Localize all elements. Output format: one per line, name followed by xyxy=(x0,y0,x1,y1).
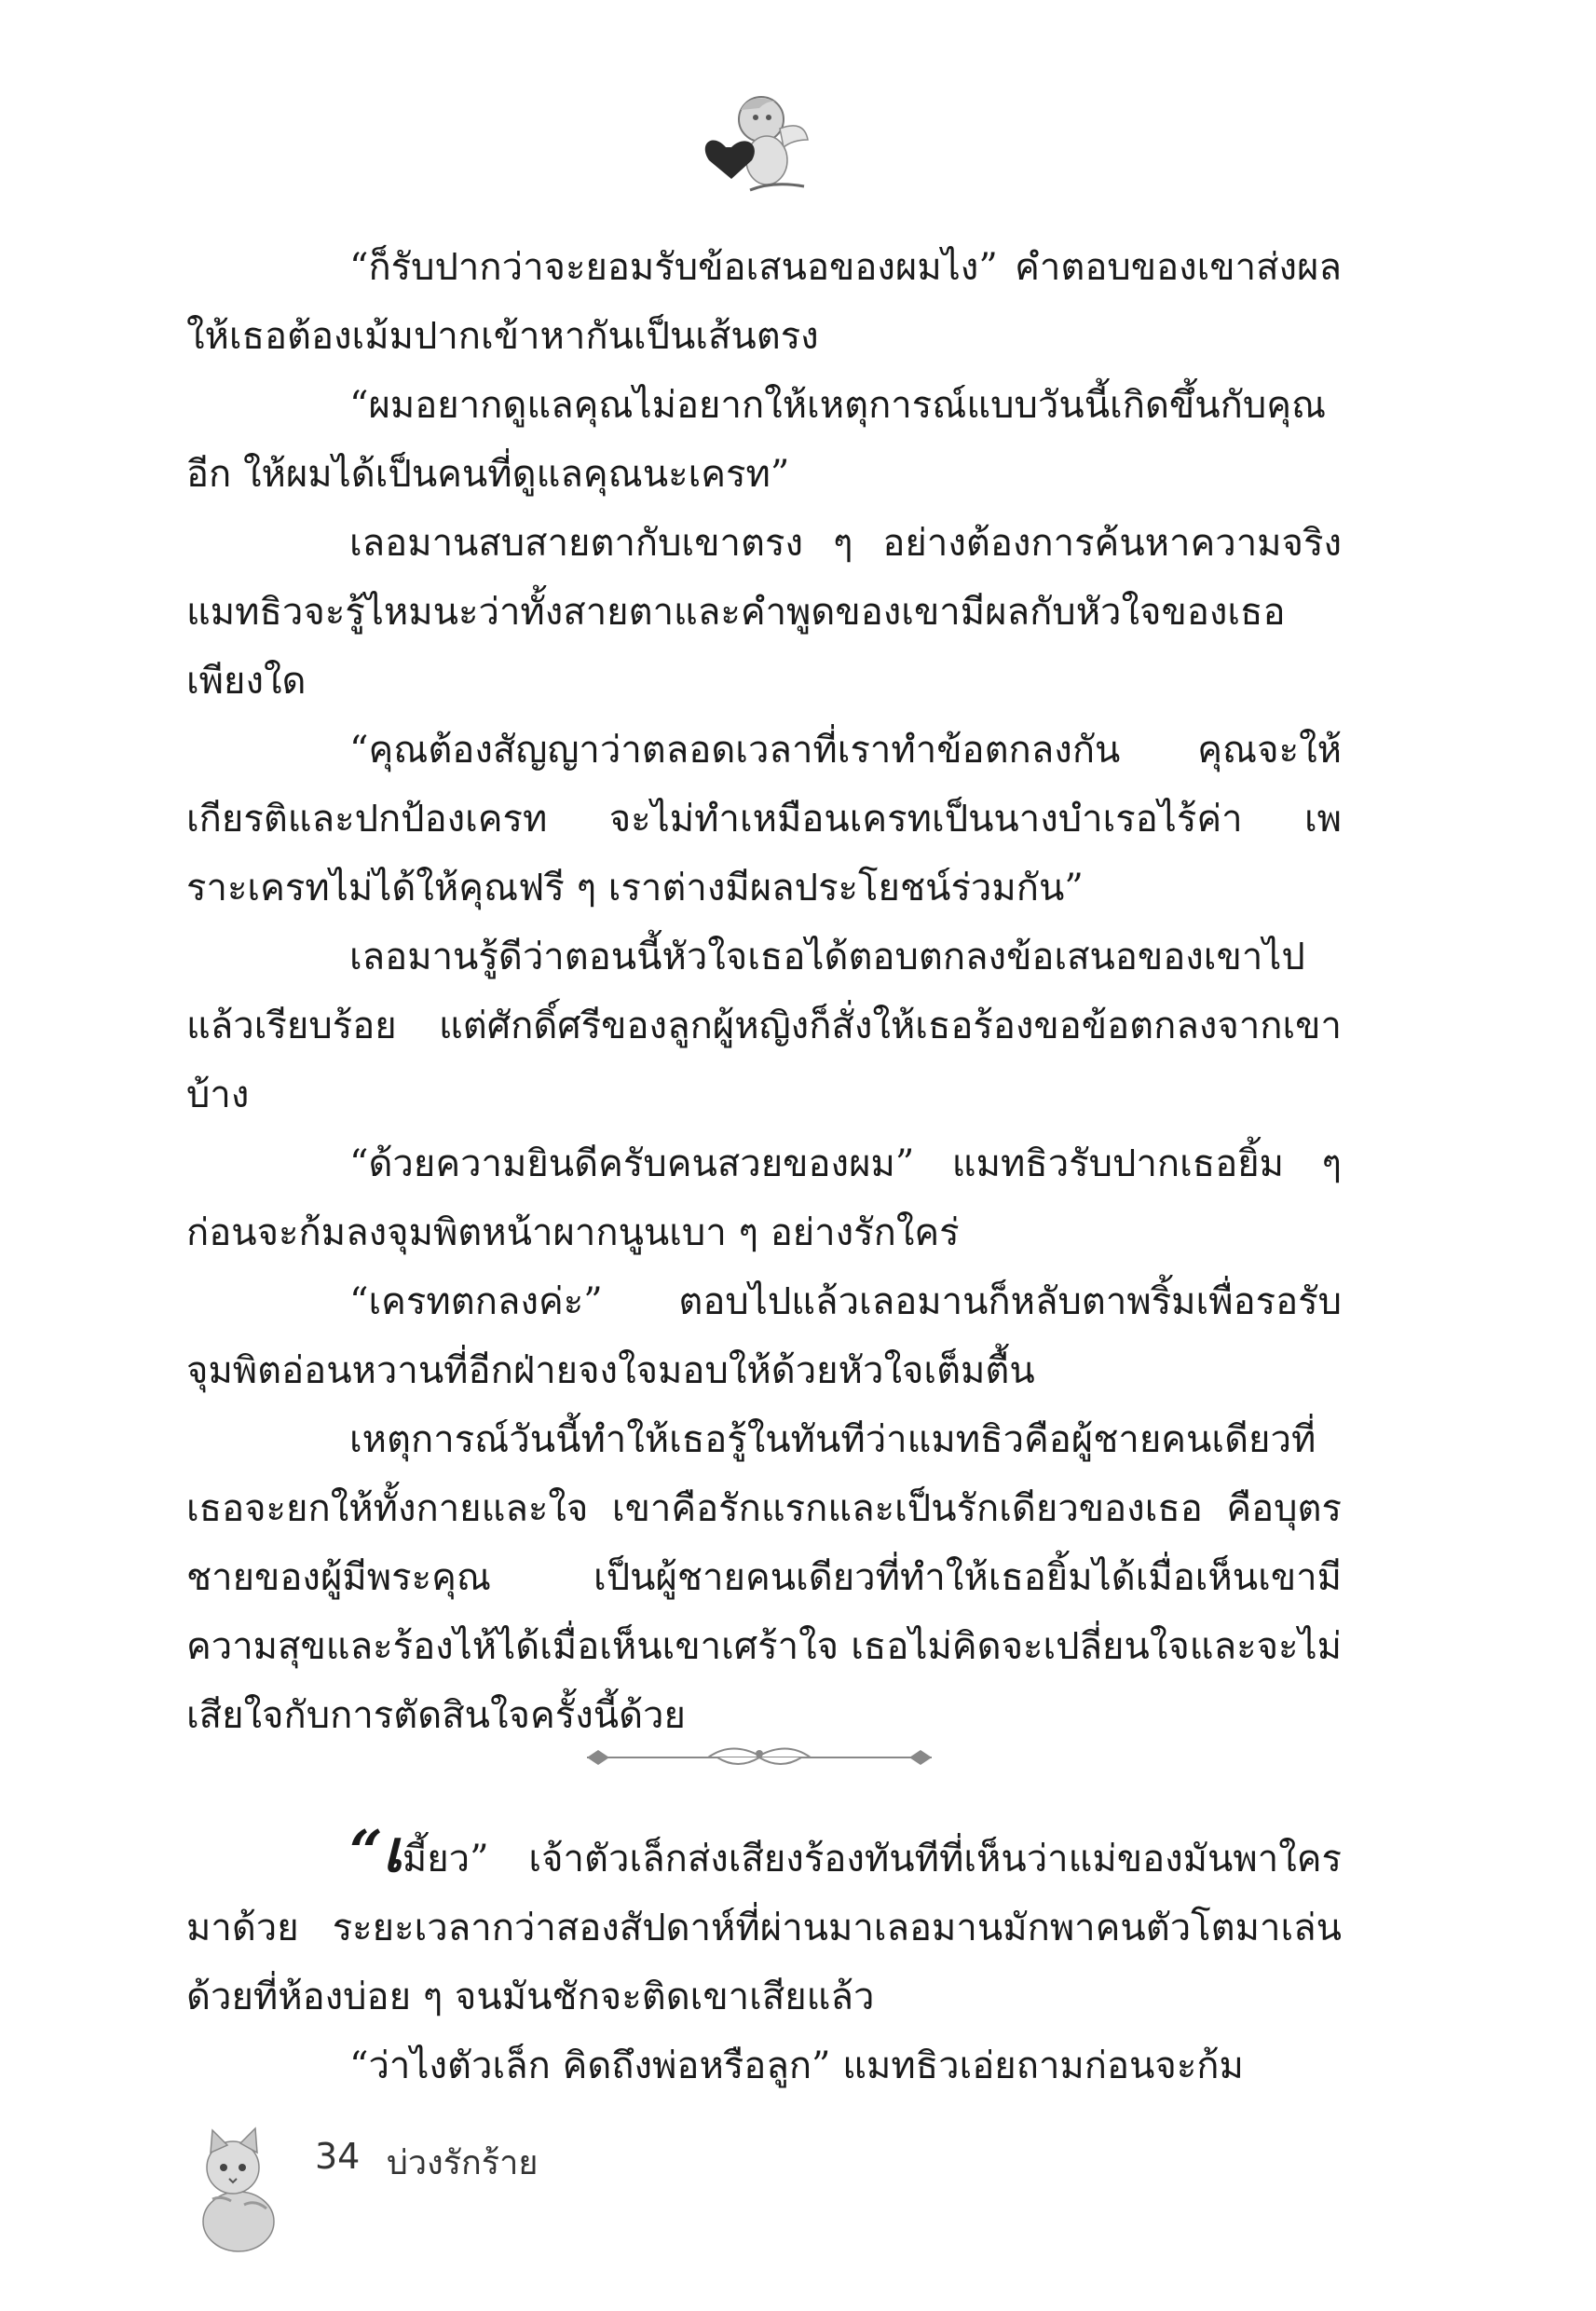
paragraph: “ว่าไงตัวเล็ก คิดถึงพ่อหรือลูก” แมทธิวเอ่ยถามก่อนจะก้ม xyxy=(349,2044,1244,2087)
paragraph-text: มี้ยว” เจ้าตัวเล็กส่งเสียงร้องทันทีที่เห็นว่าแม่ของมันพาใครมาด้วย ระยะเวลากว่าสองสัปดาห์ที่ผ่านมาเลอมานมักพาคนตัวโตมาเล่นด้วยที่ห้องบ่อย ๆ จนมันชักจะติดเขาเสียแล้ว xyxy=(186,1838,1342,2018)
paragraph-with-dropcap xyxy=(186,1817,1342,2031)
cupid-with-heart-icon xyxy=(694,82,815,203)
paragraph: “ก็รับปากว่าจะยอมรับข้อเสนอของผมไง” คำตอบของเขาส่งผลให้เธอต้องเม้มปากเข้าหากันเป็นเส้นตรง xyxy=(186,246,1342,358)
dropcap: “เ xyxy=(349,1817,402,1885)
paragraph: เลอมานรู้ดีว่าตอนนี้หัวใจเธอได้ตอบตกลงข้อเสนอของเขาไปแล้วเรียบร้อย แต่ศักดิ์ศรีของลูกผู้หญิงก็สั่งให้เธอร้องขอข้อตกลงจากเขาบ้าง xyxy=(186,936,1342,1116)
paragraph: “เครทตกลงค่ะ” ตอบไปแล้วเลอมานก็หลับตาพริ้มเพื่อรอรับจุมพิตอ่อนหวานที่อีกฝ่ายจงใจมอบให้ด้วยหัวใจเต็มตื้น xyxy=(186,1280,1342,1392)
page-number: 34 xyxy=(315,2136,361,2177)
body-text-bottom xyxy=(186,1817,1342,2100)
ornamental-divider-icon xyxy=(578,1735,941,1772)
paragraph: “ด้วยความยินดีครับคนสวยของผม” แมทธิวรับปากเธอยิ้ม ๆ ก่อนจะก้มลงจุมพิตหน้าผากนูนเบา ๆ อย่างรักใคร่ xyxy=(186,1142,1342,1254)
paragraph: “ผมอยากดูแลคุณไม่อยากให้เหตุการณ์แบบวันนี้เกิดขึ้นกับคุณอีก ให้ผมได้เป็นคนที่ดูแลคุณนะเครท” xyxy=(186,384,1327,496)
paragraph: “คุณต้องสัญญาว่าตลอดเวลาที่เราทำข้อตกลงกัน คุณจะให้เกียรติและปกป้องเครท จะไม่ทำเหมือนเครทเป็นนางบำเรอไร้ค่า เพราะเครทไม่ได้ให้คุณฟรี ๆ เราต่างมีผลประโยชน์ร่วมกัน” xyxy=(186,729,1342,909)
book-title: บ่วงรักร้าย xyxy=(387,2144,539,2182)
paragraph: เลอมานสบสายตากับเขาตรง ๆ อย่างต้องการค้นหาความจริง แมทธิวจะรู้ไหมนะว่าทั้งสายตาและคำพูดของเขามีผลกับหัวใจของเธอเพียงใด xyxy=(186,522,1342,703)
body-text-top xyxy=(186,233,1342,1750)
paragraph: เหตุการณ์วันนี้ทำให้เธอรู้ในทันทีว่าแมทธิวคือผู้ชายคนเดียวที่เธอจะยกให้ทั้งกายและใจ เขาคือรักแรกและเป็นรักเดียวของเธอ คือบุตรชายของผู้มีพระคุณ เป็นผู้ชายคนเดียวที่ทำให้เธอยิ้มได้เมื่อเห็นเขามีความสุขและร้องไห้ได้เมื่อเห็นเขาเศร้าใจ เธอไม่คิดจะเปลี่ยนใจและจะไม่เสียใจกับการตัดสินใจครั้งนี้ด้วย xyxy=(186,1418,1342,1737)
kitten-icon xyxy=(184,2125,287,2255)
